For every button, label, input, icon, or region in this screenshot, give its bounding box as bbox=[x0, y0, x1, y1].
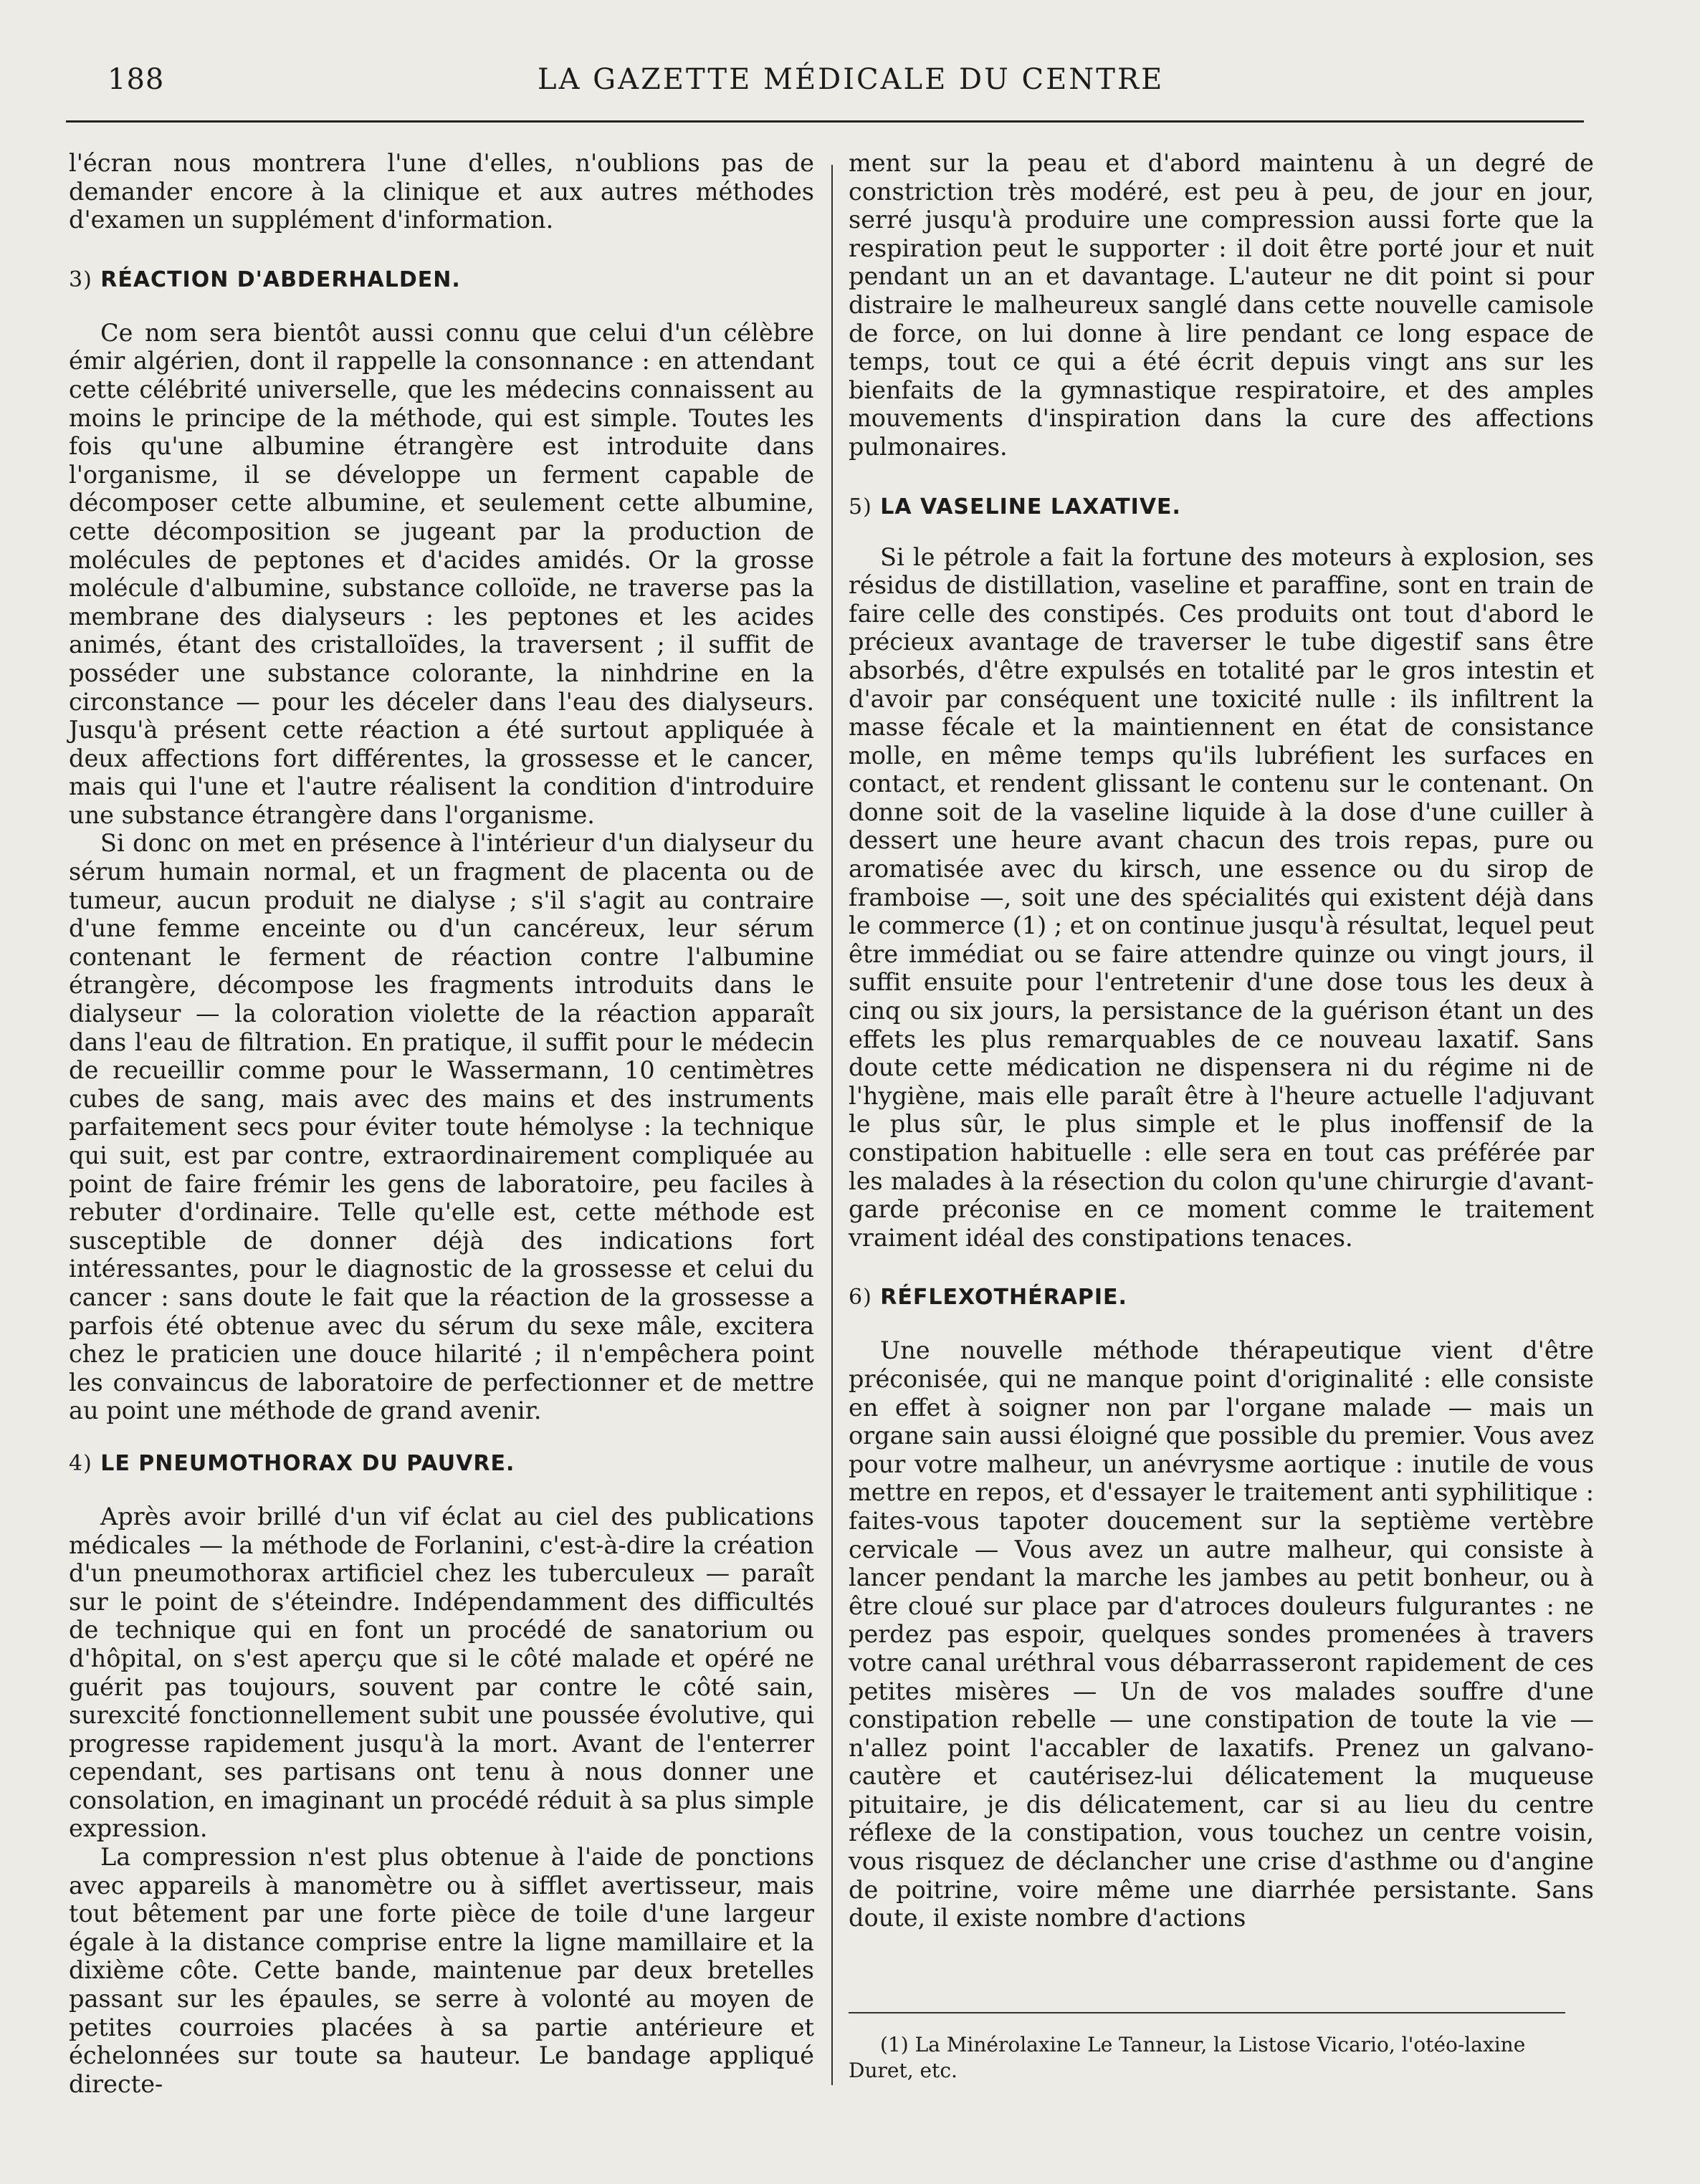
section-3-paragraph-2: Si donc on met en présence à l'intérieur d'un dialyseur du sérum humain normal, et un fragment de placenta ou de tumeur, aucun produit ne dialyse ; s'il s'agit au contraire d'une femme enceinte ou d'un cancéreux, leur sérum contenant le ferment de réaction contre l'albumine étrangère, décompose les fragments introduits dans le dialyseur — la coloration violette de la réaction apparaît dans l'eau de filtration. En pratique, il suffit pour le médecin de recueillir comme pour le Wassermann, 10 centimètres cubes de sang, mais avec des mains et des instruments parfaitement secs pour éviter toute hémolyse : la technique qui suit, est par contre, extraordinairement compliquée au point de faire frémir les gens de laboratoire, peu faciles à rebuter d'ordinaire. Telle qu'elle est, cette méthode est susceptible de donner déjà des indications fort intéressantes, pour le diagnostic de la grossesse et celui du cancer : sans doute le fait que la réaction de la grossesse a parfois été obtenue avec du sérum du sexe mâle, excitera chez le praticien une douce hilarité ; il n'empêchera point les convaincus de laboratoire de perfectionner et de mettre au point une méthode de grand avenir. bbox=[69, 829, 814, 1425]
footnote-rule bbox=[849, 2012, 1565, 2013]
section-3-number: 3) bbox=[69, 267, 92, 292]
section-3-paragraph-1: Ce nom sera bientôt aussi connu que celui d'un célèbre émir algérien, dont il rappelle la consonnance : en attendant cette célébrité universelle, que les médecins connaissent au moins le principe de la méthode, qui est simple. Toutes les fois qu'une albumine étrangère est introduite dans l'organisme, il se développe un ferment capable de décomposer cette albumine, et seulement cette albumine, cette décomposition se jugeant par la production de molécules de peptones et d'acides amidés. Or la grosse molécule d'albumine, substance colloïde, ne traverse pas la membrane des dialyseurs : les peptones et les acides animés, étant des cristalloïdes, la traversent ; il suffit de posséder une substance colorante, la ninhdrine en la circonstance — pour les déceler dans l'eau des dialyseurs. Jusqu'à présent cette réaction a été surtout appliquée à deux affections fort différentes, la grossesse et le cancer, mais qui l'une et l'autre réalisent la condition d'introduire une substance étrangère dans l'organisme. bbox=[69, 318, 814, 829]
section-4-title: LE PNEUMOTHORAX DU PAUVRE. bbox=[100, 1450, 515, 1476]
footnote: (1) La Minérolaxine Le Tanneur, la Listose Vicario, l'otéo-laxine Duret, etc. bbox=[849, 2033, 1526, 2082]
section-4-paragraph-1: Après avoir brillé d'un vif éclat au ciel des publications médicales — la méthode de Forlanini, c'est-à-dire la création d'un pneumothorax artificiel chez les tuberculeux — paraît sur le point de s'éteindre. Indépendamment des difficultés de technique qui en font un procédé de sanatorium ou d'hôpital, on s'est aperçu que si le côté malade et opéré ne guérit pas toujours, souvent par contre le côté sain, surexcité fonctionnellement subit une poussée évolutive, qui progresse rapidement jusqu'à la mort. Avant de l'enterrer cependant, ses partisans ont tenu à nous donner une consolation, en imaginant un procédé réduit à sa plus simple expression. bbox=[69, 1502, 814, 1843]
section-4-number: 4) bbox=[69, 1450, 92, 1476]
section-5-paragraph-1: Si le pétrole a fait la fortune des moteurs à explosion, ses résidus de distillation, vaseline et paraffine, sont en train de faire celle des constipés. Ces produits ont tout d'abord le précieux avantage de traverser le tube digestif sans être absorbés, d'être expulsés en totalité par le gros intestin et d'avoir par conséquent une toxicité nulle : ils infiltrent la masse fécale et la maintiennent en état de consistance molle, en même temps qu'ils lubréfient les surfaces en contact, et rendent glissant le contenu sur le contenant. On donne soit de la vaseline liquide à la dose d'une cuiller à dessert une heure avant chacun des trois repas, pure ou aromatisée avec du kirsch, une essence ou du sirop de framboise —, soit une des spécialités qui existent déjà dans le commerce (1) ; et on continue jusqu'à résultat, lequel peut être immédiat ou se faire attendre quinze ou vingt jours, il suffit ensuite pour l'entretenir d'une dose tous les deux à cinq ou six jours, la persistance de la guérison étant un des effets les plus remarquables de ce nouveau laxatif. Sans doute cette médication ne dispensera ni du régime ni de l'hygiène, mais elle paraît être à l'heure actuelle l'adjuvant le plus sûr, le plus simple et le plus inoffensif de la constipation habituelle : elle sera en tout cas préférée par les malades à la résection du colon qu'une chirurgie d'avant-garde préconise en ce moment comme le traitement vraiment idéal des constipations tenaces. bbox=[849, 542, 1594, 1252]
continuation-paragraph: ment sur la peau et d'abord maintenu à un degré de constriction très modéré, est peu à peu, de jour en jour, serré jusqu'à produire une compression aussi forte que la respiration peut le supporter : il doit être porté jour et nuit pendant un an et davantage. L'auteur ne dit point si pour distraire le malheureux sanglé dans cette nouvelle camisole de force, on lui donne à lire pendant ce long espace de temps, tout ce qui a été écrit depuis vingt ans sur les bienfaits de la gymnastique respiratoire, et des amples mouvements d'inspiration dans la cure des affections pulmonaires. bbox=[849, 149, 1594, 461]
page-header bbox=[108, 63, 1562, 106]
section-4-paragraph-2: La compression n'est plus obtenue à l'aide de ponctions avec appareils à manomètre ou à sifflet avertisseur, mais tout bêtement par une forte pièce de toile d'une largeur égale à la distance comprise entre la ligne mamillaire et la dixième côte. Cette bande, maintenue par deux bretelles passant sur les épaules, se serre à volonté au moyen de petites courroies placées à sa partie antérieure et échelonnées sur toute sa hauteur. Le bandage appliqué directe- bbox=[69, 1843, 814, 2098]
section-5-title: LA VASELINE LAXATIVE. bbox=[880, 494, 1181, 519]
section-6-paragraph-1: Une nouvelle méthode thérapeutique vient d'être préconisée, qui ne manque point d'originalité : elle consiste en effet à soigner non par l'organe malade — mais un organe sain aussi éloigné que possible du premier. Vous avez pour votre malheur, un anévrysme aortique : inutile de vous mettre en repos, et d'essayer le traitement anti syphilitique : faites-vous tapoter doucement sur la septième vertèbre cervicale — Vous avez un autre malheur, qui consiste à lancer pendant la marche les jambes au petit bonheur, ou à être cloué sur place par d'atroces douleurs fulgurantes : ne perdez pas espoir, quelques sondes promenées à travers votre canal uréthral vous débarrasseront rapidement de ces petites misères — Un de vos malades souffre d'une constipation rebelle — une constipation de toute la vie — n'allez point l'accabler de laxatifs. Prenez un galvano-cautère et cautérisez-lui délicatement la muqueuse pituitaire, je dis délicatement, car si au lieu du centre réflexe de la constipation, vous touchez un centre voisin, vous risquez de déclancher une crise d'asthme ou d'angine de poitrine, voire même une diarrhée persistante. Sans doute, il existe nombre d'actions bbox=[849, 1336, 1594, 1932]
section-6-title: RÉFLEXOTHÉRAPIE. bbox=[880, 1285, 1127, 1311]
section-3-heading bbox=[69, 266, 814, 294]
section-5-heading bbox=[849, 493, 1594, 522]
column-divider bbox=[831, 165, 833, 2085]
section-3-title: RÉACTION D'ABDERHALDEN. bbox=[100, 267, 461, 292]
running-title: LA GAZETTE MÉDICALE DU CENTRE bbox=[538, 63, 1165, 96]
section-5-number: 5) bbox=[849, 494, 872, 519]
right-column bbox=[849, 149, 1594, 1932]
section-4-heading bbox=[69, 1450, 814, 1478]
section-6-number: 6) bbox=[849, 1285, 872, 1311]
page-number: 188 bbox=[108, 63, 165, 96]
header-rule bbox=[66, 120, 1584, 123]
intro-paragraph: l'écran nous montrera l'une d'elles, n'oublions pas de demander encore à la clinique et aux autres méthodes d'examen un supplément d'information. bbox=[69, 149, 814, 234]
left-column bbox=[69, 149, 814, 2098]
section-6-heading bbox=[849, 1283, 1594, 1312]
